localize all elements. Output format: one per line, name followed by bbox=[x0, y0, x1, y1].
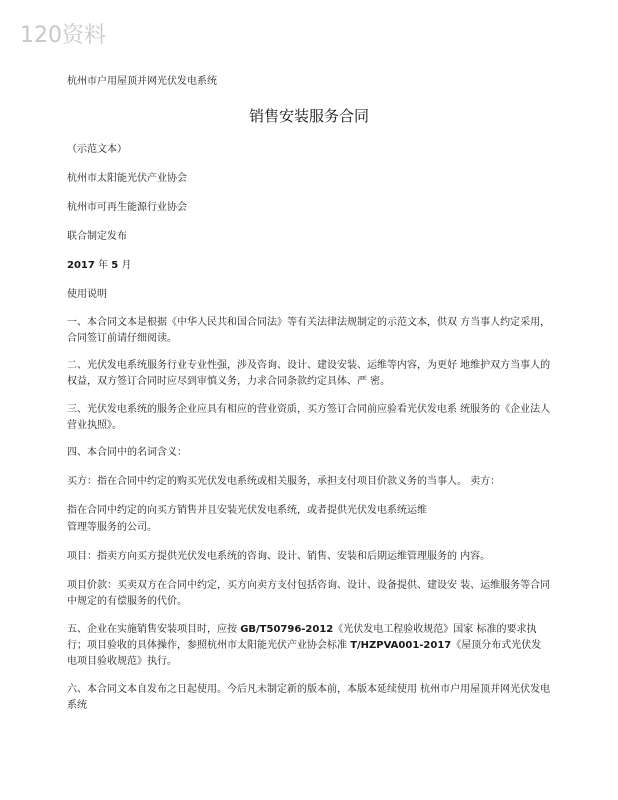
paragraph-2: 二、光伏发电系统服务行业专业性强，涉及咨询、设计、建设安装、运维等内容，为更好 地维护双方当事人的权益，双方签订合同时应尽到审慎义务，力求合同条款约定具体、严 密。 bbox=[67, 360, 551, 387]
release-date: 2017 年 5 月 bbox=[67, 260, 132, 271]
paragraph-6: 六、本合同文本自发布之日起使用。今后凡未制定新的版本前，本版本延续使用 杭州市户用屋顶并网光伏发电系统 bbox=[67, 684, 551, 711]
contract-title: 销售安装服务合同 bbox=[248, 107, 369, 125]
paragraph-1: 一、本合同文本是根据《中华人民共和国合同法》等有关法律法规制定的示范文本，供双 方当事人约定采用，合同签订前请仔细阅读。 bbox=[67, 317, 551, 344]
paragraph-3: 三、光伏发电系统的服务企业应具有相应的营业资质，买方签订合同前应验看光伏发电系 统服务的《企业法人营业执照》。 bbox=[67, 404, 551, 431]
joint-release: 联合制定发布 bbox=[67, 231, 127, 242]
usage-heading: 使用说明 bbox=[67, 289, 107, 300]
paragraph-5: 五、企业在实施销售安装项目时，应按 GB/T50796-2012《光伏发电工程验收规范》国家 标准的要求执行；项目验收的具体操作，参照杭州市太阳能光伏产业协会标准 T/HZPVA001-2017《屋顶分布式光伏发电项目验收规范》执行。 bbox=[67, 624, 542, 667]
project-definition: 项目：指卖方向买方提供光伏发电系统的咨询、设计、销售、安装和后期运维管理服务的 内容。 bbox=[67, 551, 491, 562]
buyer-definition: 买方：指在合同中约定的购买光伏发电系统或相关服务，承担支付项目价款义务的当事人。 卖方： bbox=[67, 476, 501, 487]
seller-definition-line-2: 管理等服务的公司。 bbox=[67, 522, 157, 533]
seller-definition-line-1: 指在合同中约定的向买方销售并且安装光伏发电系统，或者提供光伏发电系统运维 bbox=[67, 505, 427, 516]
document-header: 杭州市户用屋顶并网光伏发电系统 bbox=[67, 76, 217, 87]
price-definition: 项目价款：买卖双方在合同中约定，买方向卖方支付包括咨询、设计、设备提供、建设安 装、运维服务等合同中规定的有偿服务的代价。 bbox=[67, 580, 551, 607]
watermark: 120资料 bbox=[20, 23, 106, 48]
paragraph-4: 四、本合同中的名词含义： bbox=[67, 447, 187, 458]
issuer-1: 杭州市太阳能光伏产业协会 bbox=[67, 173, 187, 184]
issuer-2: 杭州市可再生能源行业协会 bbox=[67, 202, 187, 213]
sample-label: （示范文本） bbox=[67, 144, 127, 155]
